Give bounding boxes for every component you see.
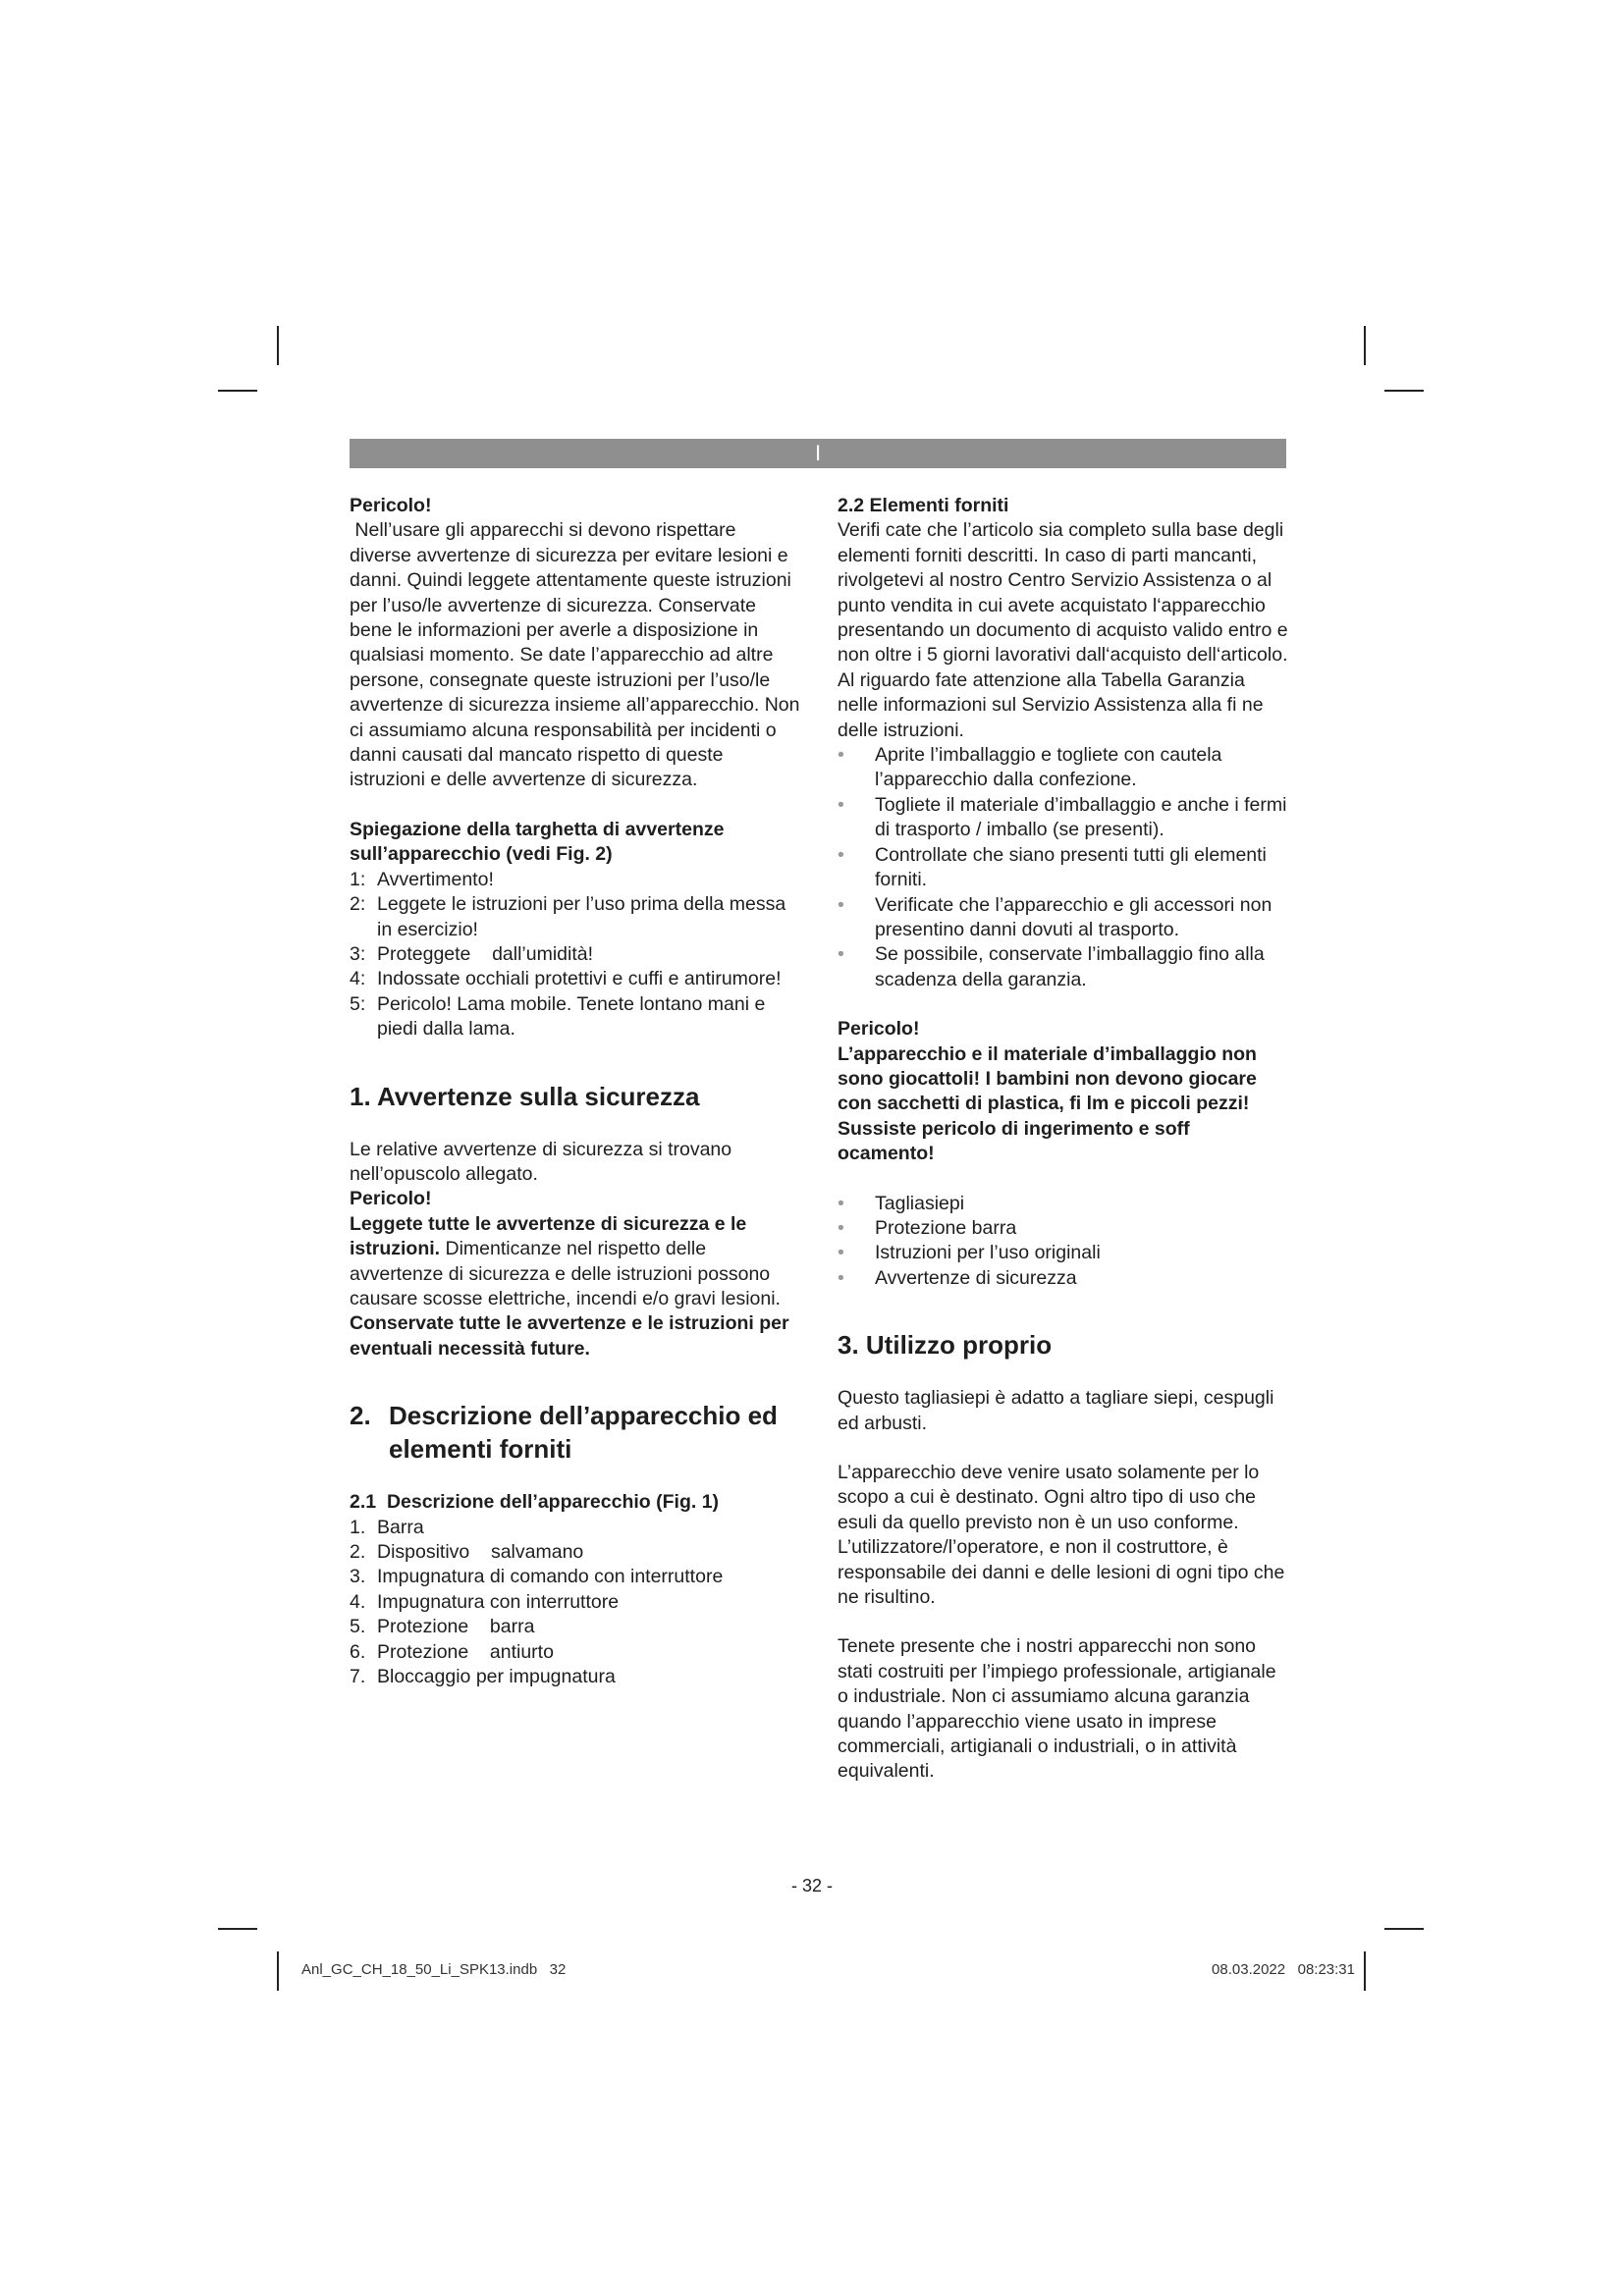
list-item: • Togliete il materiale d’imballaggio e anche i fermi di trasporto / imballo (se presenti). [838, 793, 1287, 841]
section-1-intro: Le relative avvertenze di sicurezza si trovano nell’opuscolo allegato. [350, 1138, 732, 1185]
list-item: 3. Impugnatura di comando con interruttore [350, 1566, 724, 1588]
list-item: • Aprite l’imballaggio e togliete con cautela l’apparecchio dalla confezione. [838, 744, 1222, 791]
warning-label-heading: Spiegazione della targhetta di avvertenze sull’apparecchio (vedi Fig. 2) [350, 818, 725, 866]
bullet-icon: • [838, 1216, 844, 1239]
file-info: Anl_GC_CH_18_50_Li_SPK13.indb 32 [301, 1961, 567, 1978]
danger-heading: Pericolo! [350, 495, 432, 516]
crop-mark-bottom-left-vertical [277, 1951, 279, 1991]
list-item: 7. Bloccaggio per impugnatura [350, 1666, 616, 1688]
list-item: 1. Barra [350, 1516, 424, 1538]
list-item: • Verificate che l’apparecchio e gli accessori non presentino danni dovuti al trasporto. [838, 893, 1272, 940]
language-letter: I [814, 441, 822, 465]
bullet-icon: • [838, 793, 844, 816]
section-header-bar [350, 439, 1286, 468]
bullet-icon: • [838, 1192, 844, 1214]
page-number: - 32 - [790, 1876, 833, 1896]
list-item: 3: Proteggete dall’umidità! [350, 942, 594, 965]
section-2-2-title: 2.2 Elementi forniti [838, 495, 1009, 516]
section-3-paragraph-1: Questo tagliasiepi è adatto a tagliare siepi, cespugli ed arbusti. [838, 1387, 1274, 1434]
bullet-icon: • [838, 1266, 844, 1289]
list-item: 5. Protezione barra [350, 1616, 535, 1638]
bullet-icon: • [838, 744, 844, 767]
section-1-danger-paragraph: Leggete tutte le avvertenze di sicurezza e le istruzioni. Dimenticanze nel rispetto delle avvertenze di sicurezza e delle istruzioni possono causare scosse elettriche, incendi e/o gravi lesioni. [350, 1212, 781, 1309]
danger-paragraph: Nell’usare gli apparecchi si devono rispettare diverse avvertenze di sicurezza per evitare lesioni e danni. Quindi leggete attentamente queste istruzioni per l’uso/le avvertenze di sicurezza. Conservate bene le informazioni per averle a disposizione in qualsiasi momento. Se date l’apparecchio ad altre persone, consegnate queste istruzioni per l’uso/le avvertenze di sicurezza insieme all’apparecchio. Non ci assumiamo alcuna responsabilità per incidenti o danni causati dal mancato rispetto di queste istruzioni e delle avvertenze di sicurezza. [350, 519, 805, 791]
danger-paragraph-2: L’apparecchio e il materiale d’imballaggio non sono giocattoli! I bambini non devono giocare con sacchetti di plastica, fi lm e piccoli pezzi! Sussiste pericolo di ingerimento e soff ocamento! [838, 1042, 1257, 1165]
list-item: • Protezione barra [838, 1216, 1289, 1241]
crop-mark-bottom-right-vertical [1364, 1951, 1366, 1991]
right-column [838, 494, 1289, 1785]
section-2-title: 2. Descrizione dell’apparecchio ed elementi forniti [350, 1401, 778, 1465]
section-1-keep-instructions: Conservate tutte le avvertenze e le istruzioni per eventuali necessità future. [350, 1312, 789, 1360]
list-item: • Istruzioni per l’uso originali [838, 1241, 1289, 1265]
section-1-title: 1. Avvertenze sulla sicurezza [350, 1081, 700, 1111]
section-2-2-paragraph: Verifi cate che l’articolo sia completo sulla base degli elementi forniti descritti. In caso di parti mancanti, rivolgetevi al nostro Centro Servizio Assistenza o al punto vendita in cui avete acquistato l‘apparecchio presentando un documento di acquisto valido entro e non oltre i 5 giorni lavorativi dall‘acquisto dell‘articolo. Al riguardo fate attenzione alla Tabella Garanzia nelle informazioni sul Servizio Assistenza alla fi ne delle istruzioni. [838, 519, 1288, 741]
list-item: 1: Avvertimento! [350, 868, 494, 890]
device-parts-list [350, 1516, 801, 1690]
crop-mark-bottom-left-horizontal [218, 1928, 257, 1930]
list-item: • Controllate che siano presenti tutti gli elementi forniti. [838, 843, 1267, 891]
crop-mark-top-right-horizontal [1384, 390, 1424, 392]
section-2-1-title: 2.1 Descrizione dell’apparecchio (Fig. 1) [350, 1491, 720, 1514]
list-item: 4: Indossate occhiali protettivi e cuffi e antirumore! [350, 968, 782, 990]
section-3-title: 3. Utilizzo proprio [838, 1330, 1053, 1361]
crop-mark-top-left-vertical [277, 326, 279, 365]
crop-mark-top-right-vertical [1364, 326, 1366, 365]
list-item: 2. Dispositivo salvamano [350, 1541, 584, 1563]
bullet-icon: • [838, 893, 844, 916]
list-item: • Avvertenze di sicurezza [838, 1266, 1289, 1291]
bullet-icon: • [838, 1242, 844, 1264]
unpacking-steps-list [838, 743, 1289, 992]
list-item: • Tagliasiepi [838, 1192, 1289, 1216]
left-column [350, 494, 805, 1689]
danger-heading-2: Pericolo! [838, 1018, 920, 1041]
section-1-danger-heading: Pericolo! [350, 1188, 432, 1210]
list-item: 5: Pericolo! Lama mobile. Tenete lontano mani e piedi dalla lama. [350, 992, 766, 1041]
crop-mark-top-left-horizontal [218, 390, 257, 392]
list-item: 4. Impugnatura con interruttore [350, 1590, 620, 1613]
list-item: • Se possibile, conservate l’imballaggio fino alla scadenza della garanzia. [838, 943, 1265, 990]
list-item: 2: Leggete le istruzioni per l’uso prima della messa in esercizio! [350, 893, 786, 940]
crop-mark-bottom-right-horizontal [1384, 1928, 1424, 1930]
section-3-paragraph-3: Tenete presente che i nostri apparecchi non sono stati costruiti per l’impiego professionale, artigianale o industriale. Non ci assumiamo alcuna garanzia quando l’apparecchio viene usato in imprese commerciali, artigianali o industriali, o in attività equivalenti. [838, 1635, 1276, 1783]
supplied-items-list [838, 1192, 1289, 1292]
bullet-icon: • [838, 943, 844, 966]
list-item: 6. Protezione antiurto [350, 1640, 554, 1663]
print-timestamp: 08.03.2022 08:23:31 [1212, 1961, 1355, 1978]
bullet-icon: • [838, 843, 844, 866]
section-3-paragraph-2: L’apparecchio deve venire usato solamente per lo scopo a cui è destinato. Ogni altro tipo di uso che esuli da quello previsto non è un uso conforme. L’utilizzatore/l’operatore, e non il costruttore, è responsabile dei danni e delle lesioni di ogni tipo che ne risultino. [838, 1462, 1285, 1609]
warning-label-list [350, 868, 801, 1042]
